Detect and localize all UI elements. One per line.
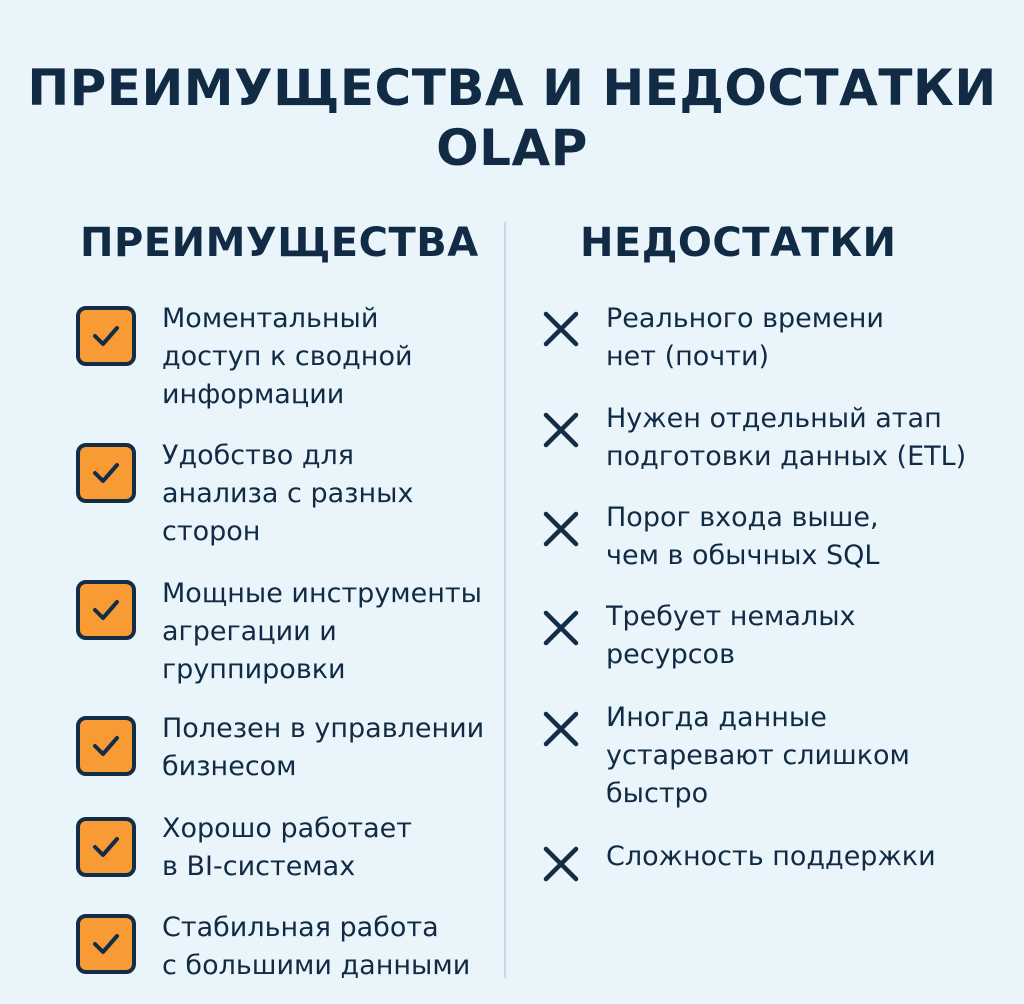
cross-icon bbox=[540, 308, 582, 350]
con-item bbox=[606, 300, 1006, 376]
page-title bbox=[0, 58, 1024, 178]
pro-item bbox=[162, 810, 502, 886]
pro-item-line: агрегации и bbox=[162, 616, 337, 647]
checkbox-checked-icon bbox=[76, 580, 136, 640]
con-item bbox=[606, 499, 1006, 575]
cross-icon bbox=[540, 508, 582, 550]
checkbox-checked-icon bbox=[76, 817, 136, 877]
pro-item-line: анализа с разных bbox=[162, 478, 414, 509]
pro-item-line: с большими данными bbox=[162, 950, 471, 981]
pro-item-line: Полезен в управлении bbox=[162, 713, 485, 744]
con-item bbox=[606, 699, 1006, 813]
con-item-line: Сложность поддержки bbox=[606, 841, 936, 872]
con-item bbox=[606, 598, 1006, 674]
cross-icon bbox=[540, 409, 582, 451]
pro-item-line: сторон bbox=[162, 516, 261, 547]
pro-item-line: Мощные инструменты bbox=[162, 578, 482, 609]
cross-icon bbox=[540, 708, 582, 750]
cross-icon bbox=[540, 843, 582, 885]
title-line-2: OLAP bbox=[436, 119, 588, 177]
con-item-line: устаревают слишком bbox=[606, 740, 910, 771]
pro-item-line: Удобство для bbox=[162, 440, 355, 471]
title-line-1: ПРЕИМУЩЕСТВА И НЕДОСТАТКИ bbox=[27, 59, 997, 117]
checkbox-checked-icon bbox=[76, 443, 136, 503]
cons-heading: НЕДОСТАТКИ bbox=[580, 220, 897, 266]
pro-item-line: информации bbox=[162, 379, 345, 410]
con-item-line: ресурсов bbox=[606, 639, 735, 670]
pros-heading: ПРЕИМУЩЕСТВА bbox=[80, 220, 479, 266]
column-divider bbox=[504, 222, 506, 978]
con-item bbox=[606, 400, 1006, 476]
pro-item-line: Моментальный bbox=[162, 303, 379, 334]
con-item-line: Иногда данные bbox=[606, 702, 827, 733]
checkbox-checked-icon bbox=[76, 306, 136, 366]
pro-item bbox=[162, 909, 502, 985]
con-item-line: нет (почти) bbox=[606, 341, 770, 372]
pro-item-line: в BI-системах bbox=[162, 851, 356, 882]
con-item-line: Требует немалых bbox=[606, 601, 856, 632]
pro-item-line: бизнесом bbox=[162, 751, 297, 782]
pro-item bbox=[162, 575, 502, 689]
pro-item bbox=[162, 437, 502, 551]
con-item-line: Порог входа выше, bbox=[606, 502, 879, 533]
con-item-line: Реального времени bbox=[606, 303, 884, 334]
checkbox-checked-icon bbox=[76, 914, 136, 974]
con-item bbox=[606, 838, 1006, 876]
pro-item bbox=[162, 710, 502, 786]
cross-icon bbox=[540, 607, 582, 649]
pro-item-line: Стабильная работа bbox=[162, 912, 439, 943]
con-item-line: подготовки данных (ETL) bbox=[606, 441, 967, 472]
checkbox-checked-icon bbox=[76, 716, 136, 776]
con-item-line: быстро bbox=[606, 778, 709, 809]
con-item-line: Нужен отдельный атап bbox=[606, 403, 942, 434]
pro-item-line: Хорошо работает bbox=[162, 813, 412, 844]
pro-item bbox=[162, 300, 502, 414]
pro-item-line: группировки bbox=[162, 654, 346, 685]
pro-item-line: доступ к сводной bbox=[162, 341, 413, 372]
con-item-line: чем в обычных SQL bbox=[606, 540, 880, 571]
